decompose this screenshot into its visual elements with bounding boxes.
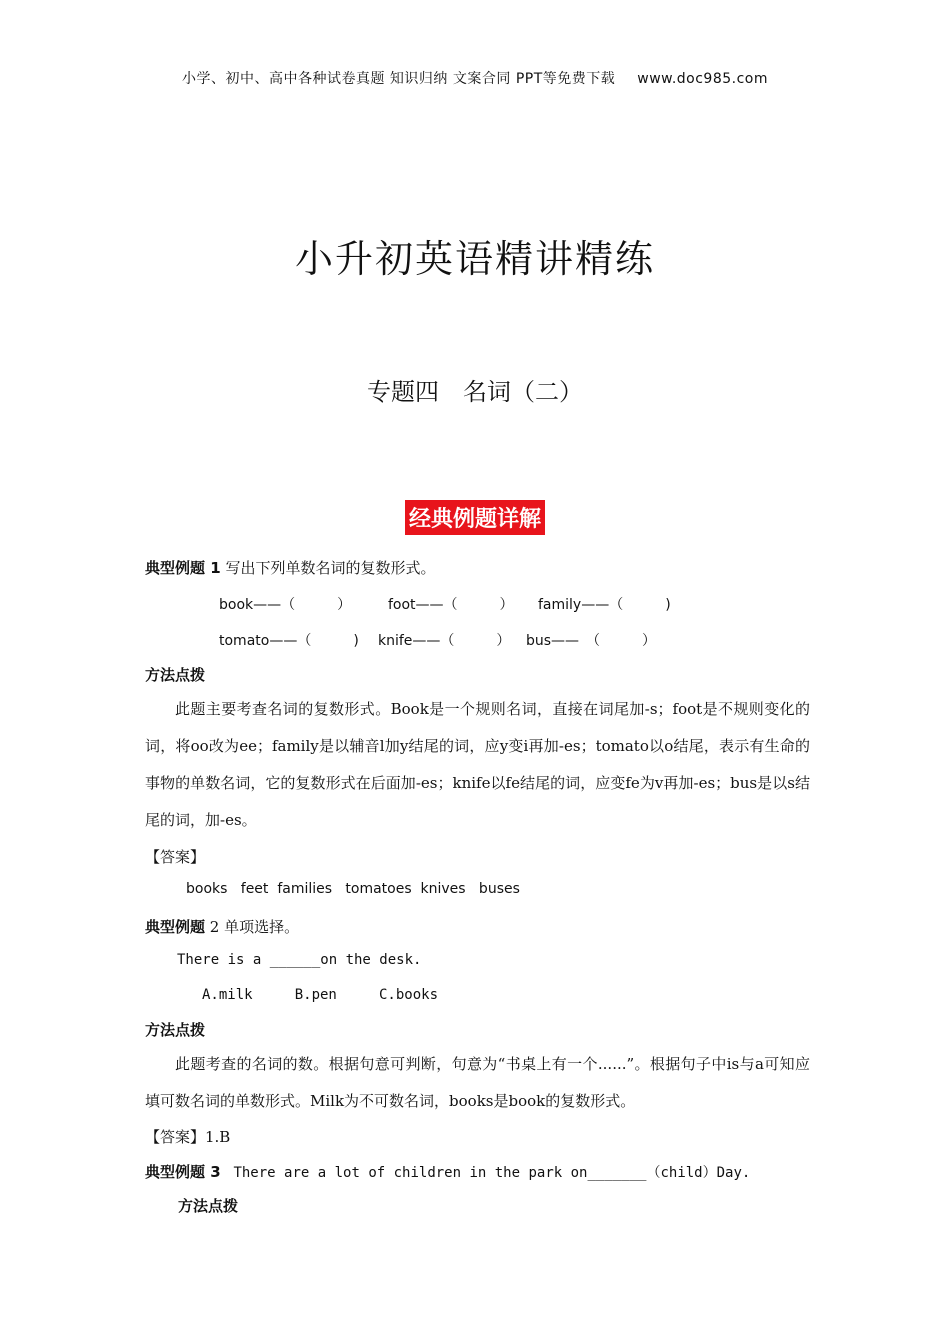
page-title: 小升初英语精讲精练 bbox=[294, 237, 655, 281]
example-2-options: A.milk B.pen C.books bbox=[202, 987, 439, 1003]
section-banner-wrap bbox=[0, 500, 950, 535]
section-banner: 经典例题详解 bbox=[405, 500, 545, 535]
example-2-heading bbox=[145, 916, 299, 937]
example-1-item-family: family——（ ) bbox=[538, 597, 671, 613]
example-1-item-bus: bus—— （ ） bbox=[526, 633, 657, 649]
example-1-method-text: 此题主要考查名词的复数形式。Book是一个规则名词，直接在词尾加-s；foot是不规则变化的词，将oo改为ee；family是以辅音l加y结尾的词，应y变i再加-es；tomato以o结尾，表示有生命的事物的单数名词，它的复数形式在后面加-es；knife以fe结尾的词，应变fe为v再加-es；bus是以s结尾的词，加-es。 bbox=[145, 700, 810, 829]
page-header bbox=[0, 68, 950, 88]
example-2-prompt: 单项选择。 bbox=[224, 918, 300, 936]
example-1-prompt: 写出下列单数名词的复数形式。 bbox=[225, 559, 436, 577]
example-1-item-book: book——（ ） bbox=[219, 597, 352, 613]
header-url[interactable]: www.doc985.com bbox=[637, 71, 769, 87]
example-1-heading bbox=[145, 557, 435, 578]
example-2-num: 2 bbox=[209, 918, 220, 936]
example-3-label: 典型例题 3 bbox=[145, 1163, 221, 1181]
example-1-answer: books feet families tomatoes knives buses bbox=[186, 881, 520, 897]
example-1-item-foot: foot——（ ） bbox=[388, 597, 514, 613]
example-2-answer: 【答案】1.B bbox=[145, 1128, 231, 1146]
example-3-sentence: There are a lot of children in the park on_______（child）Day. bbox=[233, 1165, 751, 1181]
example-1-item-knife: knife——（ ） bbox=[378, 633, 511, 649]
example-2-method-label: 方法点拨 bbox=[145, 1021, 206, 1039]
example-3-heading bbox=[145, 1161, 750, 1182]
example-2-sentence: There is a ______on the desk. bbox=[177, 952, 422, 968]
example-1-answer-label: 【答案】 bbox=[145, 848, 206, 866]
example-3-method-label: 方法点拨 bbox=[178, 1197, 239, 1215]
header-text: 小学、初中、高中各种试卷真题 知识归纳 文案合同 PPT等免费下载 bbox=[181, 71, 616, 87]
page-subtitle: 专题四 名词（二） bbox=[367, 378, 583, 406]
example-1-label: 典型例题 1 bbox=[145, 559, 221, 577]
example-2-method-text: 此题考查的名词的数。根据句意可判断，句意为“书桌上有一个......”。根据句子中is与a可知应填可数名词的单数形式。Milk为不可数名词，books是book的复数形式。 bbox=[145, 1055, 810, 1110]
example-2-label: 典型例题 bbox=[145, 918, 206, 936]
example-1-item-tomato: tomato——（ ) bbox=[219, 633, 359, 649]
example-1-method-label: 方法点拨 bbox=[145, 666, 206, 684]
